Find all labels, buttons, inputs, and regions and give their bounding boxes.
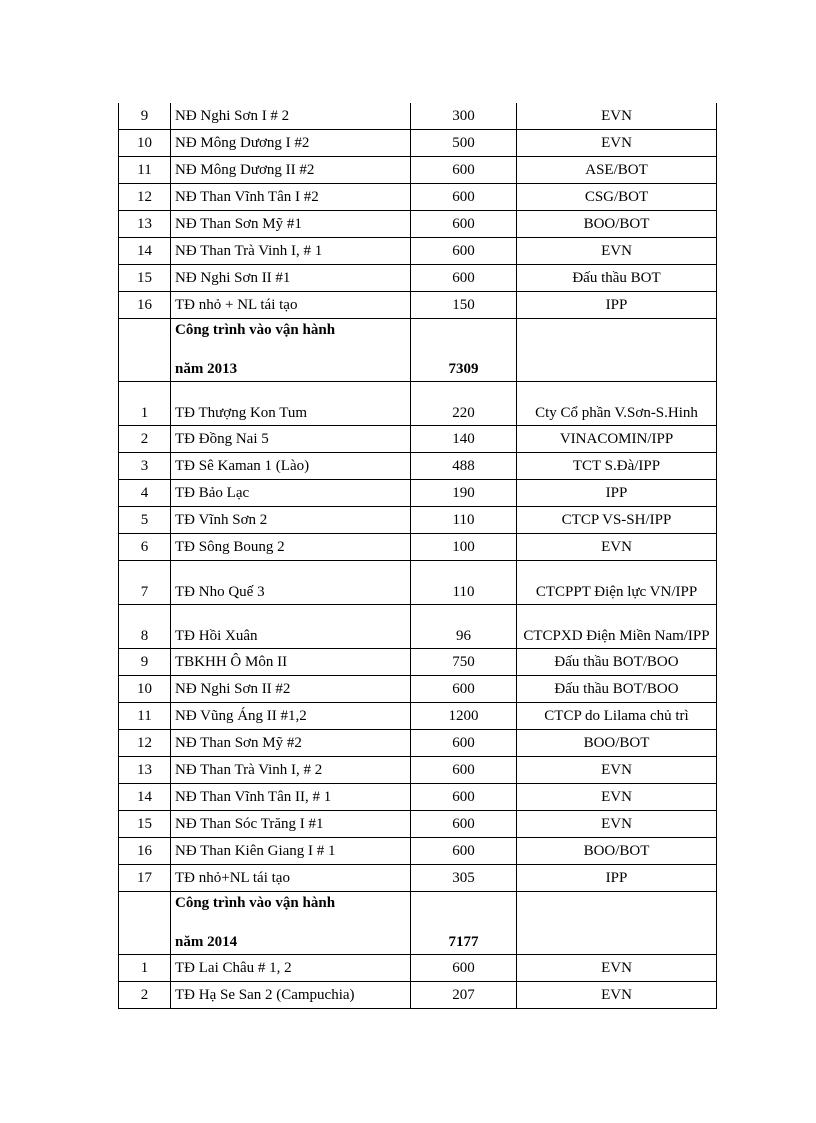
row-number: 4 — [119, 480, 171, 507]
section-owner-cell — [517, 319, 717, 382]
table-row — [119, 184, 717, 211]
table-row — [119, 730, 717, 757]
section-year: năm 2013 — [175, 361, 238, 377]
investor: Đấu thầu BOT/BOO — [517, 649, 717, 676]
table-row — [119, 649, 717, 676]
capacity-mw: 488 — [411, 453, 517, 480]
project-name: NĐ Than Sơn Mỹ #1 — [171, 211, 411, 238]
section-total: 7309 — [411, 319, 517, 382]
table-row — [119, 426, 717, 453]
capacity-mw: 300 — [411, 103, 517, 130]
table-row — [119, 676, 717, 703]
section-owner-cell — [517, 892, 717, 955]
table-row — [119, 157, 717, 184]
capacity-mw: 600 — [411, 838, 517, 865]
table-row — [119, 211, 717, 238]
capacity-mw: 600 — [411, 757, 517, 784]
capacity-mw: 600 — [411, 811, 517, 838]
section-total: 7177 — [411, 892, 517, 955]
project-name: TĐ Vĩnh Sơn 2 — [171, 507, 411, 534]
table-row — [119, 453, 717, 480]
capacity-mw: 600 — [411, 265, 517, 292]
table-row — [119, 784, 717, 811]
project-name: TĐ Sê Kaman 1 (Lào) — [171, 453, 411, 480]
table-row — [119, 561, 717, 605]
table-row — [119, 605, 717, 649]
investor: ASE/BOT — [517, 157, 717, 184]
table-row — [119, 865, 717, 892]
project-table-body — [119, 103, 717, 1009]
investor: EVN — [517, 238, 717, 265]
capacity-mw: 190 — [411, 480, 517, 507]
section-title-cell — [171, 892, 411, 955]
project-name: NĐ Than Sơn Mỹ #2 — [171, 730, 411, 757]
row-number: 14 — [119, 238, 171, 265]
table-row — [119, 238, 717, 265]
row-number: 1 — [119, 955, 171, 982]
table-row — [119, 103, 717, 130]
investor: IPP — [517, 865, 717, 892]
capacity-mw: 96 — [411, 605, 517, 649]
table-row — [119, 382, 717, 426]
row-number: 14 — [119, 784, 171, 811]
row-number: 15 — [119, 811, 171, 838]
row-number: 17 — [119, 865, 171, 892]
investor: CSG/BOT — [517, 184, 717, 211]
project-name: NĐ Than Sóc Trăng I #1 — [171, 811, 411, 838]
project-name: NĐ Than Trà Vinh I, # 1 — [171, 238, 411, 265]
row-number: 7 — [119, 561, 171, 605]
project-name: NĐ Nghi Sơn I # 2 — [171, 103, 411, 130]
row-number: 16 — [119, 292, 171, 319]
section-header-row — [119, 319, 717, 382]
investor: IPP — [517, 292, 717, 319]
capacity-mw: 600 — [411, 157, 517, 184]
investor: EVN — [517, 784, 717, 811]
section-title: Công trình vào vận hành — [175, 322, 336, 338]
project-name: NĐ Mông Dương II #2 — [171, 157, 411, 184]
project-name: NĐ Nghi Sơn II #1 — [171, 265, 411, 292]
investor: EVN — [517, 982, 717, 1009]
table-row — [119, 507, 717, 534]
section-title-cell — [171, 319, 411, 382]
investor: EVN — [517, 534, 717, 561]
row-number: 13 — [119, 757, 171, 784]
project-name: TBKHH Ô Môn II — [171, 649, 411, 676]
investor: IPP — [517, 480, 717, 507]
project-name: NĐ Than Vĩnh Tân II, # 1 — [171, 784, 411, 811]
project-name: NĐ Vũng Áng II #1,2 — [171, 703, 411, 730]
capacity-mw: 110 — [411, 507, 517, 534]
investor: TCT S.Đà/IPP — [517, 453, 717, 480]
row-number: 12 — [119, 730, 171, 757]
project-name: NĐ Than Trà Vinh I, # 2 — [171, 757, 411, 784]
row-number: 12 — [119, 184, 171, 211]
row-number: 3 — [119, 453, 171, 480]
project-name: TĐ Lai Châu # 1, 2 — [171, 955, 411, 982]
investor: Cty Cổ phần V.Sơn-S.Hinh — [517, 382, 717, 426]
project-name: TĐ Nho Quế 3 — [171, 561, 411, 605]
capacity-mw: 150 — [411, 292, 517, 319]
investor: Đấu thầu BOT — [517, 265, 717, 292]
investor: EVN — [517, 130, 717, 157]
project-name: TĐ nhỏ+NL tái tạo — [171, 865, 411, 892]
capacity-mw: 100 — [411, 534, 517, 561]
section-title: Công trình vào vận hành — [175, 895, 336, 911]
investor: EVN — [517, 955, 717, 982]
project-name: TĐ Đồng Nai 5 — [171, 426, 411, 453]
capacity-mw: 600 — [411, 676, 517, 703]
row-number: 1 — [119, 382, 171, 426]
project-name: NĐ Than Kiên Giang I # 1 — [171, 838, 411, 865]
project-name: TĐ Bảo Lạc — [171, 480, 411, 507]
table-row — [119, 757, 717, 784]
investor: CTCPXD Điện Miền Nam/IPP — [517, 605, 717, 649]
project-name: NĐ Than Vĩnh Tân I #2 — [171, 184, 411, 211]
table-row — [119, 982, 717, 1009]
table-row — [119, 703, 717, 730]
project-table — [118, 103, 717, 1009]
capacity-mw: 600 — [411, 184, 517, 211]
investor: EVN — [517, 103, 717, 130]
row-number: 10 — [119, 130, 171, 157]
row-number: 15 — [119, 265, 171, 292]
investor: CTCPPT Điện lực VN/IPP — [517, 561, 717, 605]
project-name: NĐ Nghi Sơn II #2 — [171, 676, 411, 703]
capacity-mw: 600 — [411, 955, 517, 982]
row-number: 16 — [119, 838, 171, 865]
table-row — [119, 292, 717, 319]
section-year: năm 2014 — [175, 934, 238, 950]
table-row — [119, 480, 717, 507]
section-stt-cell — [119, 892, 171, 955]
row-number: 2 — [119, 426, 171, 453]
row-number: 5 — [119, 507, 171, 534]
table-row — [119, 955, 717, 982]
row-number: 2 — [119, 982, 171, 1009]
project-name: TĐ Hồi Xuân — [171, 605, 411, 649]
capacity-mw: 750 — [411, 649, 517, 676]
row-number: 11 — [119, 703, 171, 730]
table-row — [119, 811, 717, 838]
project-name: TĐ Sông Boung 2 — [171, 534, 411, 561]
capacity-mw: 110 — [411, 561, 517, 605]
section-stt-cell — [119, 319, 171, 382]
row-number: 9 — [119, 103, 171, 130]
row-number: 6 — [119, 534, 171, 561]
capacity-mw: 600 — [411, 211, 517, 238]
row-number: 9 — [119, 649, 171, 676]
project-name: TĐ nhỏ + NL tái tạo — [171, 292, 411, 319]
investor: EVN — [517, 757, 717, 784]
project-name: TĐ Thượng Kon Tum — [171, 382, 411, 426]
table-row — [119, 130, 717, 157]
investor: BOO/BOT — [517, 211, 717, 238]
row-number: 8 — [119, 605, 171, 649]
table-row — [119, 265, 717, 292]
investor: EVN — [517, 811, 717, 838]
row-number: 10 — [119, 676, 171, 703]
investor: CTCP VS-SH/IPP — [517, 507, 717, 534]
table-row — [119, 534, 717, 561]
project-name: NĐ Mông Dương I #2 — [171, 130, 411, 157]
table-row — [119, 838, 717, 865]
capacity-mw: 207 — [411, 982, 517, 1009]
investor: BOO/BOT — [517, 838, 717, 865]
capacity-mw: 305 — [411, 865, 517, 892]
capacity-mw: 600 — [411, 730, 517, 757]
row-number: 13 — [119, 211, 171, 238]
capacity-mw: 140 — [411, 426, 517, 453]
capacity-mw: 600 — [411, 238, 517, 265]
investor: CTCP do Lilama chủ trì — [517, 703, 717, 730]
capacity-mw: 220 — [411, 382, 517, 426]
capacity-mw: 500 — [411, 130, 517, 157]
investor: Đấu thầu BOT/BOO — [517, 676, 717, 703]
capacity-mw: 600 — [411, 784, 517, 811]
section-header-row — [119, 892, 717, 955]
capacity-mw: 1200 — [411, 703, 517, 730]
investor: VINACOMIN/IPP — [517, 426, 717, 453]
project-name: TĐ Hạ Se San 2 (Campuchia) — [171, 982, 411, 1009]
investor: BOO/BOT — [517, 730, 717, 757]
row-number: 11 — [119, 157, 171, 184]
